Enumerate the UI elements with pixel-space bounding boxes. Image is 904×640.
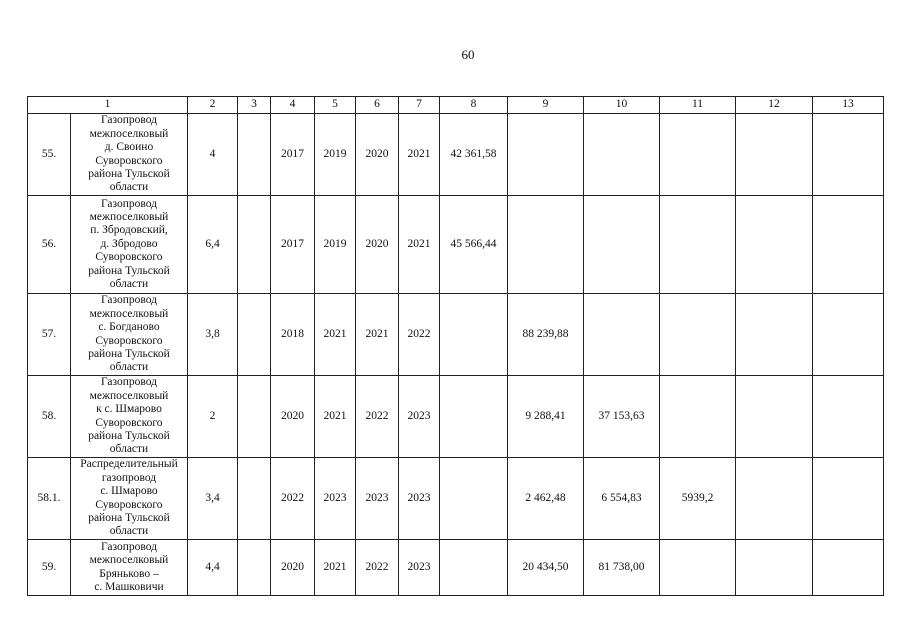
cell-c6: 2022 xyxy=(356,540,399,596)
cell-c9: 88 239,88 xyxy=(508,294,584,376)
object-name-line: д. Збродово xyxy=(100,237,158,250)
object-name-line: Газопровод xyxy=(101,376,157,389)
cell-c5: 2021 xyxy=(315,376,356,458)
object-name xyxy=(71,294,188,376)
table-row xyxy=(28,196,884,294)
row-number: 59. xyxy=(28,540,71,596)
row-number: 58. xyxy=(28,376,71,458)
row-number: 56. xyxy=(28,196,71,294)
cell-c11 xyxy=(660,294,736,376)
header-row xyxy=(28,97,884,114)
object-name-line: к с. Шмарово xyxy=(96,403,162,416)
object-name-line: района Тульской xyxy=(88,429,170,442)
cell-c3 xyxy=(238,540,271,596)
cell-c7: 2023 xyxy=(399,540,440,596)
cell-c4: 2017 xyxy=(271,196,315,294)
table-row xyxy=(28,376,884,458)
column-header: 7 xyxy=(399,97,440,114)
object-name-line: Газопровод xyxy=(101,540,157,553)
cell-c4: 2022 xyxy=(271,458,315,540)
page-number: 60 xyxy=(461,47,475,62)
cell-c5: 2021 xyxy=(315,540,356,596)
object-name-line: межпоселковый xyxy=(89,127,169,140)
column-header: 13 xyxy=(813,97,884,114)
object-name-line: межпоселковый xyxy=(89,307,169,320)
cell-c8 xyxy=(440,458,508,540)
cell-c10 xyxy=(584,196,660,294)
table-row xyxy=(28,540,884,596)
cell-c13 xyxy=(813,294,884,376)
column-header: 3 xyxy=(238,97,271,114)
cell-c11 xyxy=(660,540,736,596)
cell-c4: 2020 xyxy=(271,376,315,458)
cell-c10: 6 554,83 xyxy=(584,458,660,540)
cell-c5: 2019 xyxy=(315,114,356,196)
object-name-line: области xyxy=(109,361,149,374)
object-name-line: п. Збродовский, xyxy=(90,224,168,237)
object-name xyxy=(71,540,188,596)
object-name xyxy=(71,196,188,294)
column-header: 12 xyxy=(736,97,813,114)
cell-c2: 3,4 xyxy=(188,458,238,540)
object-name xyxy=(71,376,188,458)
object-name-line: Газопровод xyxy=(101,197,157,210)
data-table xyxy=(27,96,884,596)
column-header: 6 xyxy=(356,97,399,114)
cell-c2: 4,4 xyxy=(188,540,238,596)
object-name-line: Газопровод xyxy=(101,114,157,127)
object-name-line: Газопровод xyxy=(101,294,157,307)
object-name-line: с. Шмарово xyxy=(100,485,158,498)
cell-c12 xyxy=(736,294,813,376)
object-name-line: межпоселковый xyxy=(89,389,169,402)
cell-c8: 42 361,58 xyxy=(440,114,508,196)
cell-c11: 5939,2 xyxy=(660,458,736,540)
cell-c13 xyxy=(813,376,884,458)
column-header: 5 xyxy=(315,97,356,114)
object-name-line: Распределительный xyxy=(80,458,178,471)
cell-c10: 81 738,00 xyxy=(584,540,660,596)
column-header: 1 xyxy=(28,97,188,114)
column-header: 2 xyxy=(188,97,238,114)
object-name xyxy=(71,458,188,540)
cell-c12 xyxy=(736,114,813,196)
row-number: 55. xyxy=(28,114,71,196)
cell-c9 xyxy=(508,196,584,294)
cell-c5: 2021 xyxy=(315,294,356,376)
column-header: 11 xyxy=(660,97,736,114)
object-name-line: района Тульской xyxy=(88,347,170,360)
object-name-line: области xyxy=(109,278,149,291)
row-number: 58.1. xyxy=(28,458,71,540)
object-name-line: с. Богданово xyxy=(98,321,160,334)
column-header: 10 xyxy=(584,97,660,114)
cell-c3 xyxy=(238,196,271,294)
cell-c7: 2023 xyxy=(399,458,440,540)
cell-c6: 2023 xyxy=(356,458,399,540)
cell-c5: 2023 xyxy=(315,458,356,540)
cell-c9: 9 288,41 xyxy=(508,376,584,458)
cell-c7: 2023 xyxy=(399,376,440,458)
cell-c10: 37 153,63 xyxy=(584,376,660,458)
row-number: 57. xyxy=(28,294,71,376)
cell-c4: 2017 xyxy=(271,114,315,196)
cell-c13 xyxy=(813,458,884,540)
cell-c8 xyxy=(440,540,508,596)
object-name-line: Бряньково – xyxy=(99,567,159,580)
cell-c3 xyxy=(238,458,271,540)
cell-c2: 3,8 xyxy=(188,294,238,376)
cell-c12 xyxy=(736,376,813,458)
cell-c12 xyxy=(736,196,813,294)
object-name-line: Суворовского xyxy=(95,251,163,264)
cell-c12 xyxy=(736,540,813,596)
cell-c7: 2021 xyxy=(399,196,440,294)
object-name-line: района Тульской xyxy=(88,264,170,277)
cell-c9: 2 462,48 xyxy=(508,458,584,540)
object-name-line: Суворовского xyxy=(95,416,163,429)
cell-c7: 2021 xyxy=(399,114,440,196)
cell-c12 xyxy=(736,458,813,540)
cell-c13 xyxy=(813,540,884,596)
cell-c11 xyxy=(660,376,736,458)
cell-c2: 6,4 xyxy=(188,196,238,294)
cell-c5: 2019 xyxy=(315,196,356,294)
object-name-line: области xyxy=(109,443,149,456)
object-name-line: межпоселковый xyxy=(89,210,169,223)
table-row xyxy=(28,294,884,376)
object-name-line: межпоселковый xyxy=(89,554,169,567)
table-row xyxy=(28,114,884,196)
column-header: 4 xyxy=(271,97,315,114)
cell-c7: 2022 xyxy=(399,294,440,376)
cell-c9: 20 434,50 xyxy=(508,540,584,596)
cell-c8 xyxy=(440,294,508,376)
cell-c11 xyxy=(660,196,736,294)
cell-c10 xyxy=(584,294,660,376)
object-name-line: Суворовского xyxy=(95,154,163,167)
cell-c6: 2022 xyxy=(356,376,399,458)
object-name-line: с. Машковичи xyxy=(94,580,164,593)
object-name-line: д. Своино xyxy=(104,141,154,154)
cell-c4: 2018 xyxy=(271,294,315,376)
cell-c9 xyxy=(508,114,584,196)
cell-c13 xyxy=(813,196,884,294)
cell-c6: 2020 xyxy=(356,114,399,196)
object-name-line: области xyxy=(109,525,149,538)
object-name-line: Суворовского xyxy=(95,334,163,347)
cell-c3 xyxy=(238,376,271,458)
object-name xyxy=(71,114,188,196)
cell-c4: 2020 xyxy=(271,540,315,596)
cell-c2: 4 xyxy=(188,114,238,196)
cell-c11 xyxy=(660,114,736,196)
cell-c2: 2 xyxy=(188,376,238,458)
cell-c13 xyxy=(813,114,884,196)
column-header: 8 xyxy=(440,97,508,114)
cell-c3 xyxy=(238,114,271,196)
cell-c6: 2021 xyxy=(356,294,399,376)
column-header: 9 xyxy=(508,97,584,114)
cell-c8 xyxy=(440,376,508,458)
object-name-line: Суворовского xyxy=(95,498,163,511)
object-name-line: района Тульской xyxy=(88,511,170,524)
object-name-line: газопровод xyxy=(101,471,157,484)
cell-c3 xyxy=(238,294,271,376)
object-name-line: района Тульской xyxy=(88,167,170,180)
object-name-line: области xyxy=(109,181,149,194)
cell-c6: 2020 xyxy=(356,196,399,294)
cell-c10 xyxy=(584,114,660,196)
cell-c8: 45 566,44 xyxy=(440,196,508,294)
table-row xyxy=(28,458,884,540)
